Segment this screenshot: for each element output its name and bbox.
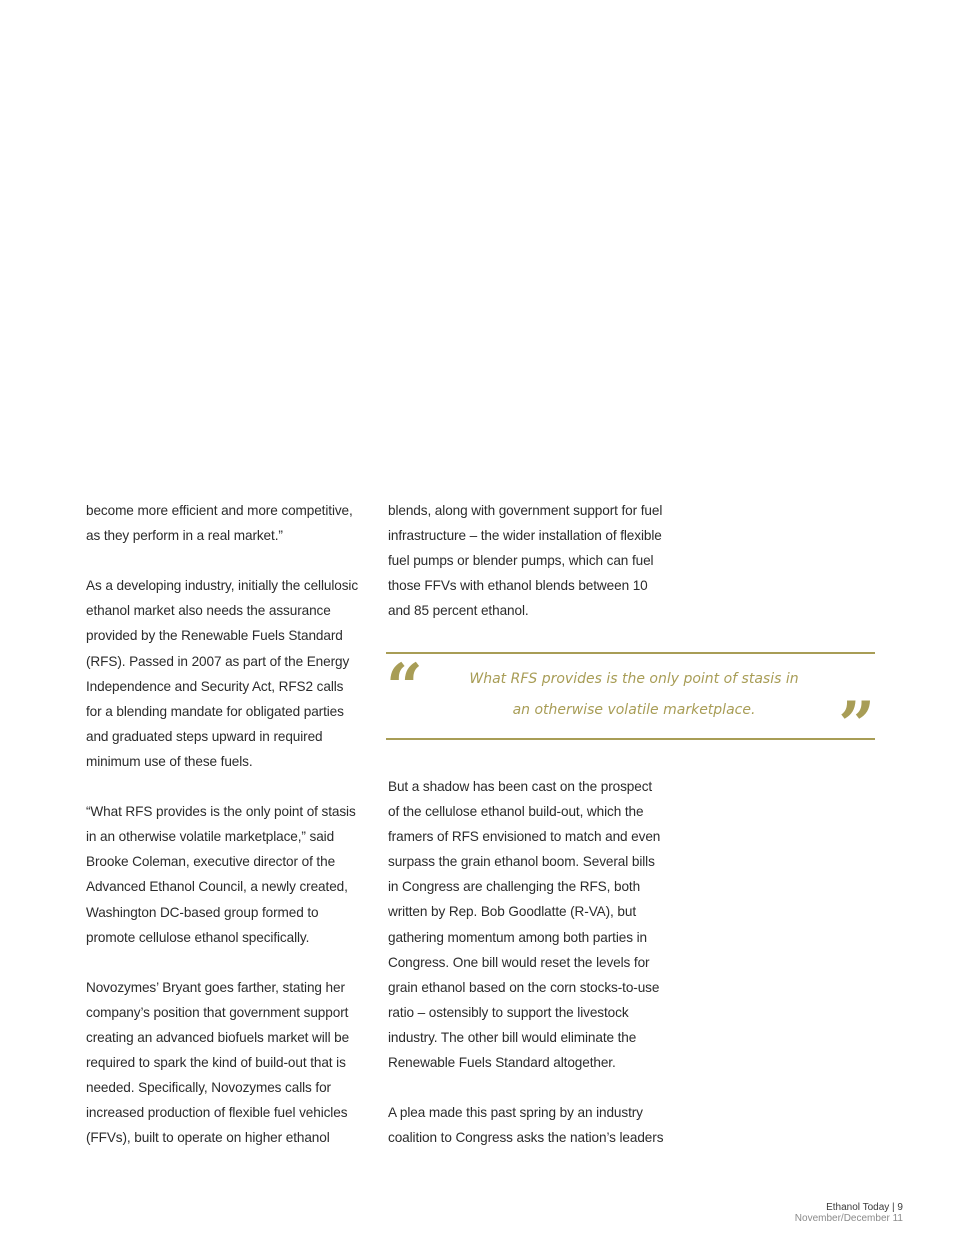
body-paragraph: But a shadow has been cast on the prospect of the cellulose ethanol build-out, which the framers of RFS envisioned to match and even surpass the grain ethanol boom. Several bills in Congress are challenging the RFS, both written by Rep. Bob Goodlatte (R-VA), but gathering momentum among both parties in Congress. One bill would reset the levels for grain ethanol based on the corn stocks-to-use ratio – ostensibly to support the livestock industry. The other bill would eliminate the Renewable Fuels Standard altogether. [388, 779, 661, 1071]
middle-text-column-bottom [388, 774, 664, 1176]
pull-quote [386, 650, 875, 763]
close-quote-mark: ” [838, 688, 875, 763]
footer-issue: November/December 11 [794, 1213, 903, 1224]
body-paragraph: “What RFS provides is the only point of stasis in an otherwise volatile marketplace,” said Brooke Coleman, executive director of the Advanced Ethanol Council, a newly created, Washington DC-based group formed to promote cellulose ethanol specifically. [86, 804, 356, 945]
left-text-column [86, 498, 360, 1176]
body-paragraph: become more efficient and more competitive, as they perform in a real market.” [86, 503, 353, 544]
page-footer [795, 1202, 903, 1224]
body-paragraph: As a developing industry, initially the cellulosic ethanol market also needs the assurance provided by the Renewable Fuels Standard (RFS). Passed in 2007 as part of the Energy Independence and Security Act, RFS2 calls for a blending mandate for obligated parties and graduated steps upward in required minimum use of these fuels. [86, 578, 359, 769]
body-paragraph: Novozymes’ Bryant goes farther, stating her company’s position that government support creating an advanced biofuels market will be required to spark the kind of build-out that is needed. Specifically, Novozymes calls for increased production of flexible fuel vehicles (FFVs), built to operate on higher ethanol [86, 979, 350, 1146]
body-paragraph: blends, along with government support for fuel infrastructure – the wider installation of flexible fuel pumps or blender pumps, which can fuel those FFVs with ethanol blends between 10 and 85 percent ethanol. [388, 503, 663, 619]
pull-quote-text: What RFS provides is the only point of stasis in an otherwise volatile marketplace. [469, 671, 799, 718]
middle-text-column-top [388, 498, 664, 649]
open-quote-mark: “ [386, 650, 423, 725]
body-paragraph: A plea made this past spring by an industry coalition to Congress asks the nation’s leaders [388, 1105, 664, 1146]
footer-publication: Ethanol Today | 9 [826, 1202, 903, 1213]
